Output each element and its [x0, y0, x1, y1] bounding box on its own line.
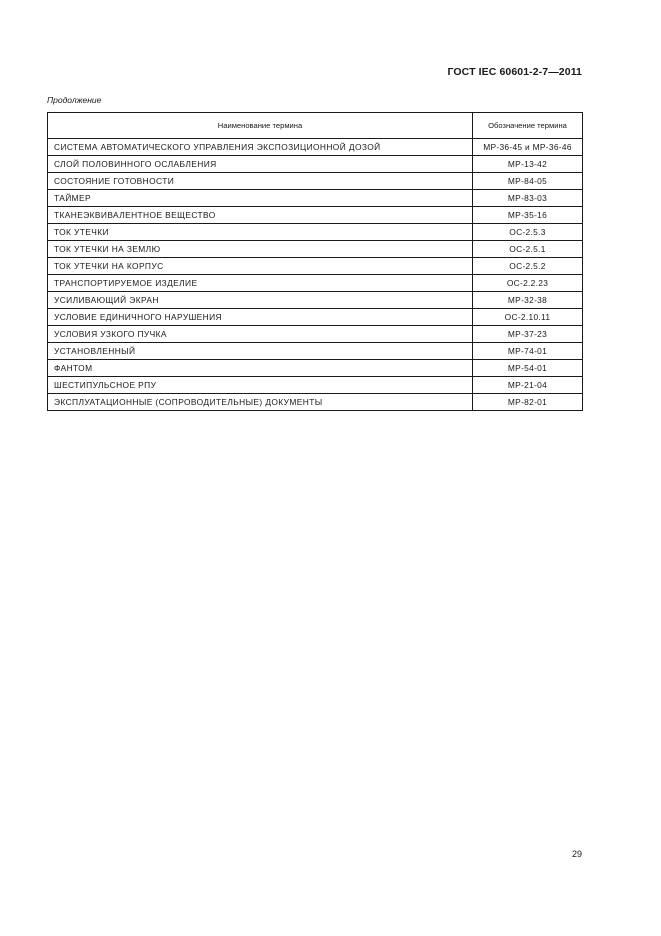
- term-name-cell: ТОК УТЕЧКИ: [48, 224, 473, 241]
- term-code-cell: МР-74-01: [473, 343, 583, 360]
- term-code-cell: ОС-2.2.23: [473, 275, 583, 292]
- term-name-cell: УСЛОВИЕ ЕДИНИЧНОГО НАРУШЕНИЯ: [48, 309, 473, 326]
- document-code: ГОСТ IEC 60601-2-7—2011: [447, 66, 582, 78]
- term-code-cell: ОС-2.5.3: [473, 224, 583, 241]
- table-row: [48, 139, 583, 156]
- term-name-cell: ШЕСТИПУЛЬСНОЕ РПУ: [48, 377, 473, 394]
- table-row: [48, 207, 583, 224]
- table-row: [48, 309, 583, 326]
- table-row: [48, 326, 583, 343]
- term-name-cell: ТОК УТЕЧКИ НА КОРПУС: [48, 258, 473, 275]
- table-row: [48, 173, 583, 190]
- table-row: [48, 360, 583, 377]
- term-code-cell: МР-35-16: [473, 207, 583, 224]
- term-name-cell: ЭКСПЛУАТАЦИОННЫЕ (СОПРОВОДИТЕЛЬНЫЕ) ДОКУМЕНТЫ: [48, 394, 473, 411]
- term-code-cell: МР-83-03: [473, 190, 583, 207]
- continuation-label: Продолжение: [47, 95, 102, 105]
- term-name-cell: ТРАНСПОРТИРУЕМОЕ ИЗДЕЛИЕ: [48, 275, 473, 292]
- table-row: [48, 190, 583, 207]
- term-name-cell: ТКАНЕЭКВИВАЛЕНТНОЕ ВЕЩЕСТВО: [48, 207, 473, 224]
- table-row: [48, 224, 583, 241]
- term-code-cell: МР-32-38: [473, 292, 583, 309]
- table-row: [48, 275, 583, 292]
- column-header-term-code: Обозначение термина: [473, 113, 583, 139]
- table-row: [48, 258, 583, 275]
- term-name-cell: УСТАНОВЛЕННЫЙ: [48, 343, 473, 360]
- table-row: [48, 343, 583, 360]
- table-header-row: [48, 113, 583, 139]
- term-name-cell: СИСТЕМА АВТОМАТИЧЕСКОГО УПРАВЛЕНИЯ ЭКСПОЗИЦИОННОЙ ДОЗОЙ: [48, 139, 473, 156]
- terms-table: [47, 112, 583, 411]
- term-name-cell: УСЛОВИЯ УЗКОГО ПУЧКА: [48, 326, 473, 343]
- term-code-cell: МР-37-23: [473, 326, 583, 343]
- term-code-cell: МР-54-01: [473, 360, 583, 377]
- term-name-cell: СЛОЙ ПОЛОВИННОГО ОСЛАБЛЕНИЯ: [48, 156, 473, 173]
- table-row: [48, 241, 583, 258]
- term-code-cell: МР-21-04: [473, 377, 583, 394]
- table-row: [48, 377, 583, 394]
- term-name-cell: ФАНТОМ: [48, 360, 473, 377]
- term-name-cell: СОСТОЯНИЕ ГОТОВНОСТИ: [48, 173, 473, 190]
- term-code-cell: МР-84-05: [473, 173, 583, 190]
- page-number: 29: [571, 849, 582, 859]
- table-row: [48, 394, 583, 411]
- table-row: [48, 156, 583, 173]
- term-name-cell: ТАЙМЕР: [48, 190, 473, 207]
- term-name-cell: ТОК УТЕЧКИ НА ЗЕМЛЮ: [48, 241, 473, 258]
- term-code-cell: ОС-2.5.1: [473, 241, 583, 258]
- terms-table-body: [48, 139, 583, 411]
- term-code-cell: МР-36-45 и МР-36-46: [473, 139, 583, 156]
- term-name-cell: УСИЛИВАЮЩИЙ ЭКРАН: [48, 292, 473, 309]
- term-code-cell: МР-13-42: [473, 156, 583, 173]
- term-code-cell: ОС-2.10.11: [473, 309, 583, 326]
- term-code-cell: ОС-2.5.2: [473, 258, 583, 275]
- column-header-term-name: Наименование термина: [48, 113, 473, 139]
- table-row: [48, 292, 583, 309]
- term-code-cell: МР-82-01: [473, 394, 583, 411]
